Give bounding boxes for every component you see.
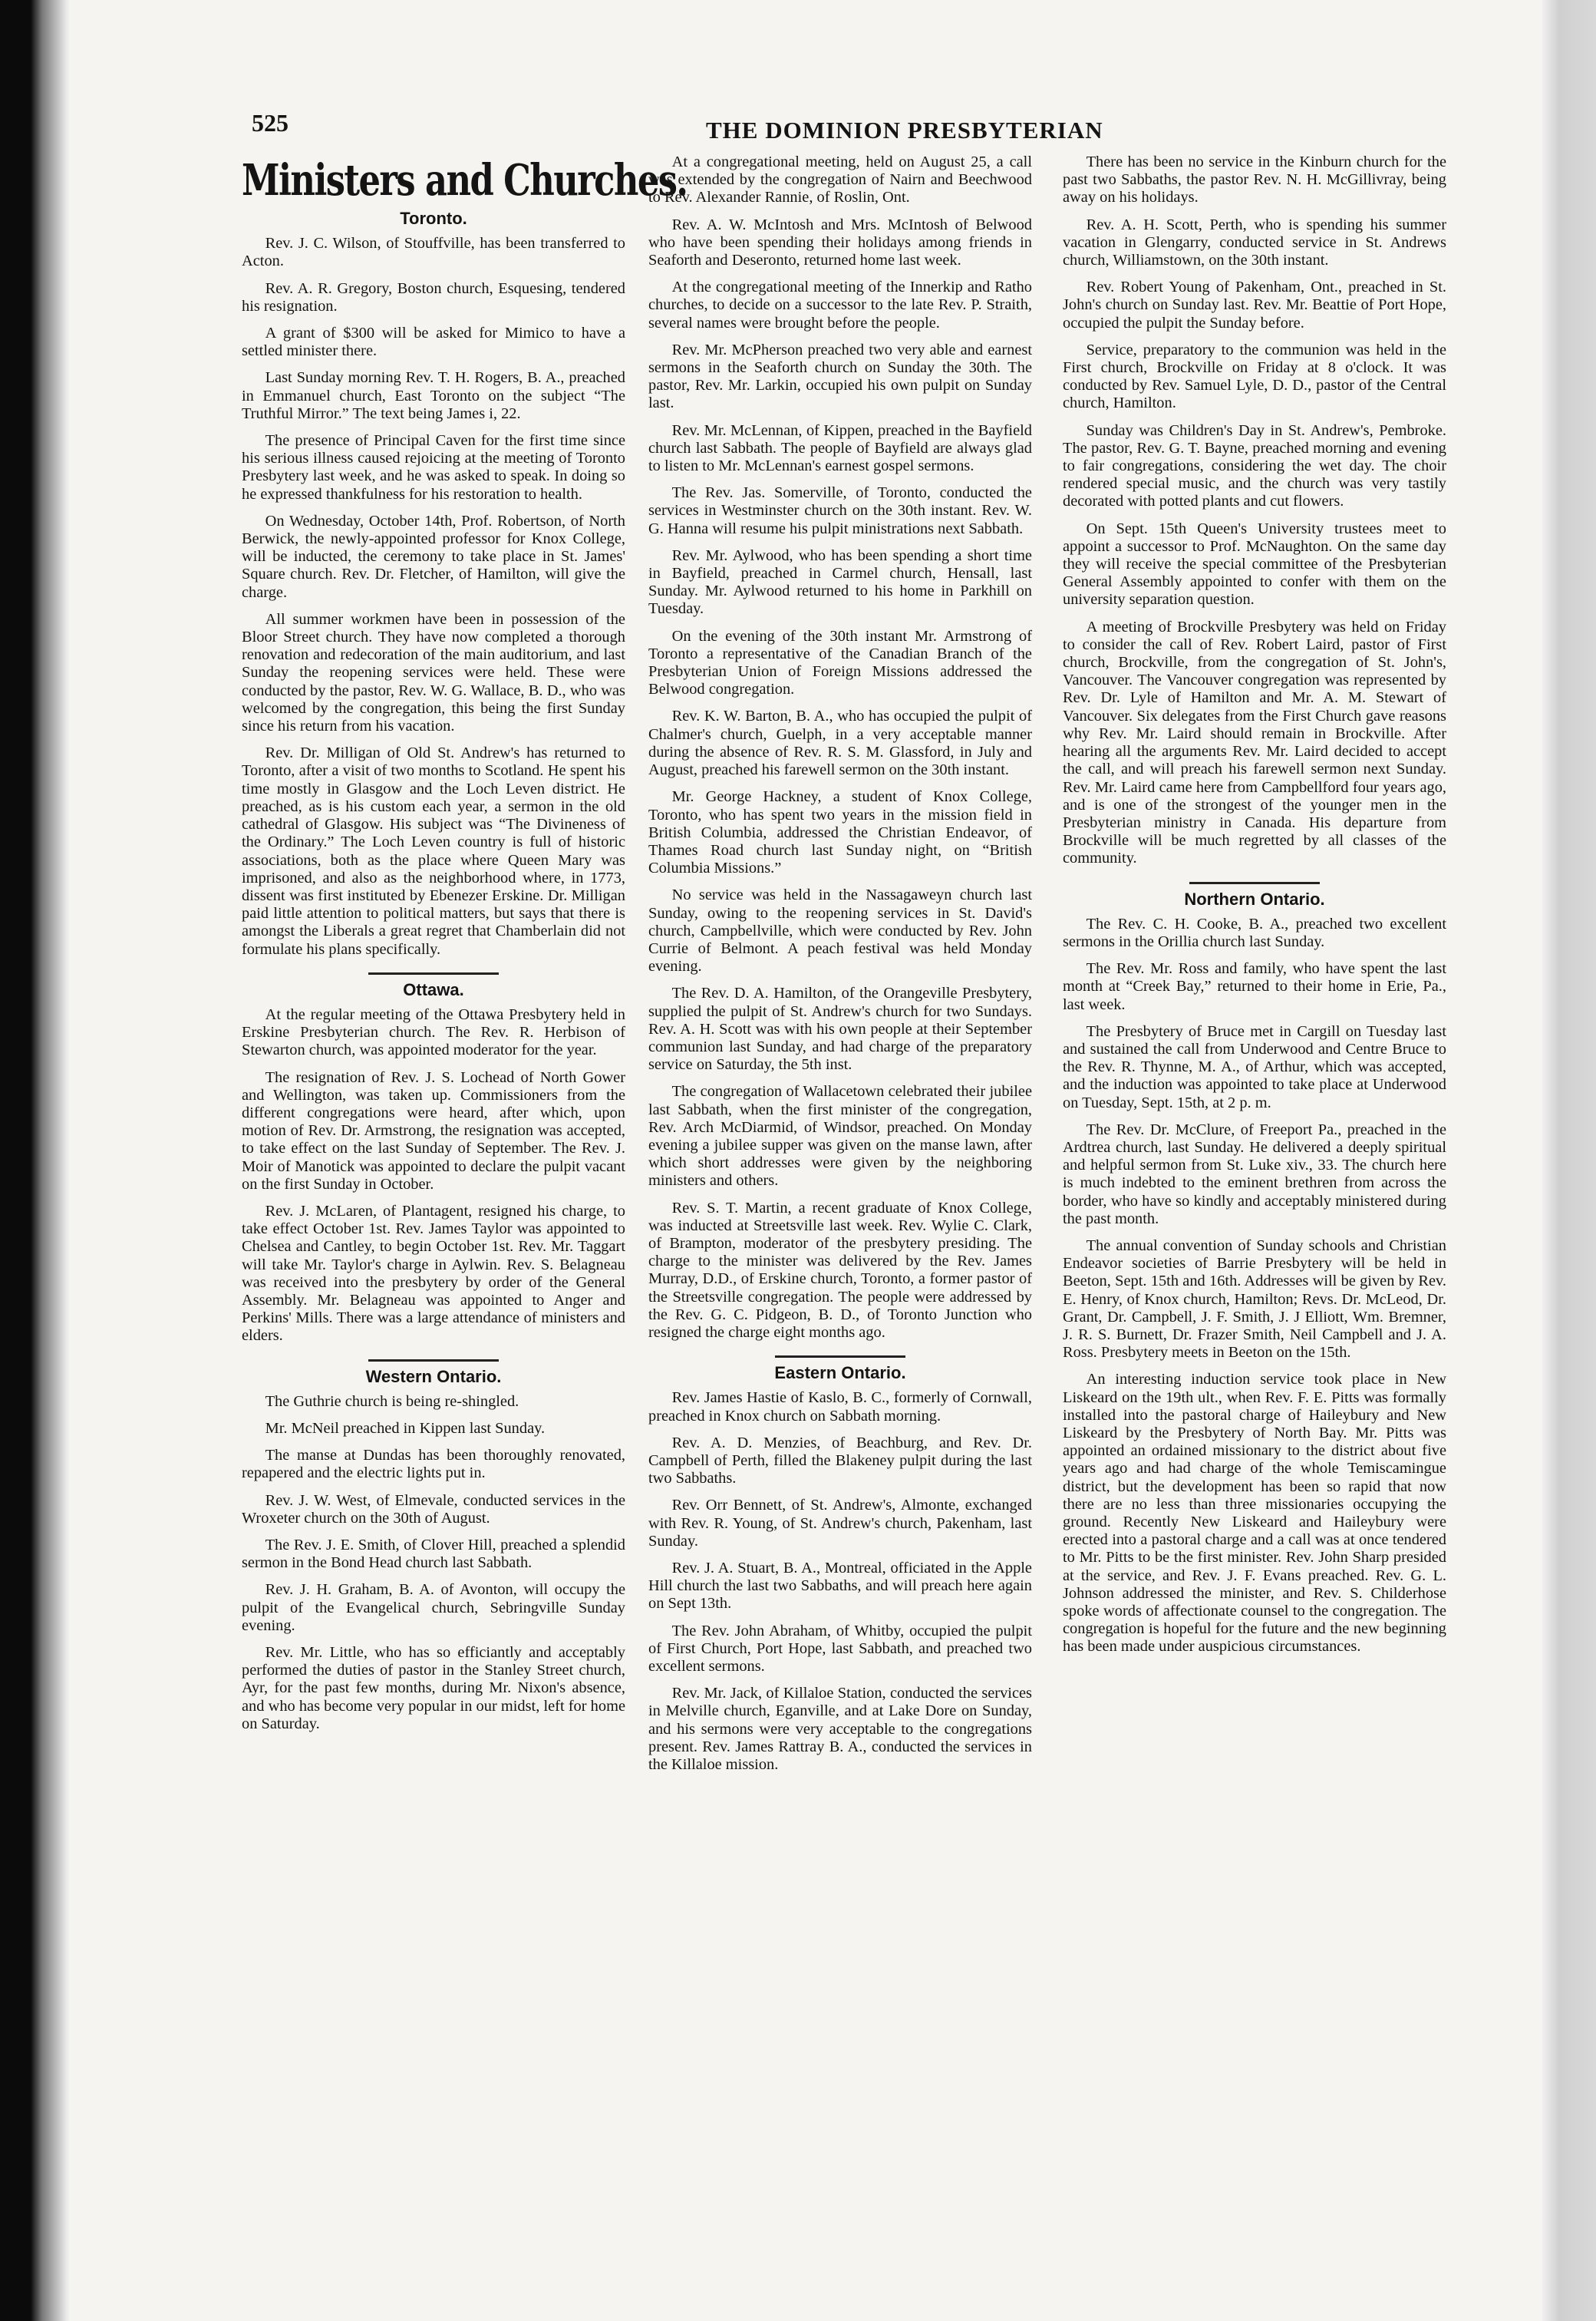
news-item: Last Sunday morning Rev. T. H. Rogers, B. A., preached in Emmanuel church, East Toronto on the subject “The Truthful Mirror.” The text being James i, 22.	[242, 369, 625, 422]
news-item: Rev. Orr Bennett, of St. Andrew's, Almonte, exchanged with Rev. R. Young, of St. Andrew's church, Pakenham, last Sunday.	[648, 1497, 1032, 1550]
running-head: THE DOMINION PRESBYTERIAN	[706, 117, 1103, 144]
article-section	[242, 1359, 625, 1733]
news-item: An interesting induction service took place in New Liskeard on the 19th ult., when Rev. F. E. Pitts was formally installed into the pastoral charge of Haileybury and New Liskeard by the Presbytery of North Bay. Mr. Pitts was appointed an ordained missionary to the district about five years ago and had charge of the whole Temiscamingue district, but the development has been so rapid that now there are no less than three missionaries occupying the ground. Recently New Liskeard and Haileybury were erected into a pastoral charge and a call was at once tendered to Mr. Pitts to be the first minister. Rev. John Sharp presided at the service, and Rev. J. F. Evans preached. Rev. G. L. Johnson addressed the minister, and Rev. S. Childerhose spoke words of affectionate counsel to the congregation. The congregation is hopeful for the future and the new beginning has been made under auspicious circumstances.	[1063, 1371, 1446, 1656]
news-item: Rev. James Hastie of Kaslo, B. C., formerly of Cornwall, preached in Knox church on Sabbath morning.	[648, 1389, 1032, 1425]
news-item: Rev. A. R. Gregory, Boston church, Esquesing, tendered his resignation.	[242, 279, 625, 315]
column-1	[242, 155, 688, 2291]
news-item: There has been no service in the Kinburn church for the past two Sabbaths, the pastor Rev. N. H. McGillivray, being away on his holidays.	[1063, 154, 1446, 206]
news-item: On Sept. 15th Queen's University trustees meet to appoint a successor to Prof. McNaughton. On the same day they will receive the special committee of the Presbyterian General Assembly appointed to confer with them on the university separation question.	[1063, 520, 1446, 609]
section-heading: Ottawa.	[403, 979, 464, 999]
news-item: Rev. Mr. McLennan, of Kippen, preached in the Bayfield church last Sabbath. The people of Bayfield are always glad to listen to Mr. McLennan's earnest gospel sermons.	[648, 421, 1032, 475]
news-item: Rev. Dr. Milligan of Old St. Andrew's has returned to Toronto, after a visit of two months to Scotland. He spent his time mostly in Glasgow and the Loch Leven district. He preached, as is his custom each year, a sermon in the old cathedral of Glasgow. His subject was “The Divineness of the Ordinary.” The Loch Leven country is full of historic associations, both as the place where Queen Mary was imprisoned, and also as the neighborhood where, in 1773, dissent was first instituted by Ebenezer Erskine. Dr. Milligan paid little attention to political matters, but says that there is amongst the Liberals a great regret that Chamberlain did not formulate his plans specifically.	[242, 745, 625, 958]
section-divider	[1189, 882, 1320, 884]
news-item: Rev. J. A. Stuart, B. A., Montreal, officiated in the Apple Hill church the last two Sabbaths, and will preach here again on Sept 13th.	[648, 1560, 1032, 1613]
news-item: Rev. Mr. Jack, of Killaloe Station, conducted the services in Melville church, Eganville, and at Lake Dore on Sunday, and his sermons were very acceptable to the congregations present. Rev. James Rattray B. A., conducted the services in the Killaloe mission.	[648, 1685, 1032, 1774]
masthead-title: Ministers and Churches.	[242, 155, 688, 206]
article-section	[242, 972, 625, 1345]
news-item: Rev. J. W. West, of Elmevale, conducted services in the Wroxeter church on the 30th of August.	[242, 1491, 625, 1527]
news-item: Rev. A. W. McIntosh and Mrs. McIntosh of Belwood who have been spending their holidays among friends in Seaforth and Deseronto, returned home last week.	[648, 216, 1032, 269]
column-2	[648, 154, 1032, 2287]
section-heading: Northern Ontario.	[1184, 889, 1325, 909]
news-item: The resignation of Rev. J. S. Lochead of North Gower and Wellington, was taken up. Commissioners from the different congregations were heard, after which, upon motion of Rev. Dr. Armstrong, the resignation was accepted, to take effect on the last Sunday of September. The Rev. J. Moir of Manotick was appointed to declare the pulpit vacant on the first Sunday in October.	[242, 1068, 625, 1193]
news-item: At the congregational meeting of the Innerkip and Ratho churches, to decide on a successor to the late Rev. P. Straith, several names were brought before the people.	[648, 279, 1032, 332]
news-item: Rev. Mr. McPherson preached two very able and earnest sermons in the Seaforth church on Sunday the 30th. The pastor, Rev. Mr. Larkin, occupied his own pulpit on Sunday last.	[648, 341, 1032, 412]
news-item: The manse at Dundas has been thoroughly renovated, repapered and the electric lights put in.	[242, 1447, 625, 1482]
news-item: A grant of $300 will be asked for Mimico to have a settled minister there.	[242, 325, 625, 360]
news-item: No service was held in the Nassagaweyn church last Sunday, owing to the reopening services in St. David's church, Campbellville, which were conducted by Rev. John Currie of Belmont. A peach festival was held Monday evening.	[648, 886, 1032, 976]
article-section	[242, 210, 625, 959]
news-item: The Guthrie church is being re-shingled.	[265, 1392, 519, 1410]
news-item: Sunday was Children's Day in St. Andrew's, Pembroke. The pastor, Rev. G. T. Bayne, preached morning and evening to fair congregations, considering the wet day. The choir rendered special music, and the church was very tastily decorated with potted plants and cut flowers.	[1063, 421, 1446, 510]
scan-right-edge	[1542, 0, 1596, 2321]
section-heading: Western Ontario.	[365, 1366, 502, 1386]
news-item: All summer workmen have been in possession of the Bloor Street church. They have now completed a thorough renovation and redecoration of the main auditorium, and last Sunday the reopening services were held. These were conducted by the pastor, Rev. W. G. Wallace, B. D., who was welcomed by the congregation, this being the first Sunday since his return from his vacation.	[242, 610, 625, 735]
section-heading: Toronto.	[400, 209, 467, 228]
news-item: Rev. K. W. Barton, B. A., who has occupied the pulpit of Chalmer's church, Guelph, in a very acceptable manner during the absence of Rev. R. S. M. Glassford, in July and August, preached his farewell sermon on the 30th instant.	[648, 708, 1032, 779]
news-item: Rev. J. H. Graham, B. A. of Avonton, will occupy the pulpit of the Evangelical church, Sebringville Sunday evening.	[242, 1581, 625, 1634]
news-item: On Wednesday, October 14th, Prof. Robertson, of North Berwick, the newly-appointed professor for Knox College, will be inducted, the ceremony to take place in St. James' Square church. Rev. Dr. Fletcher, of Hamilton, will give the charge.	[242, 512, 625, 601]
news-item: Rev. S. T. Martin, a recent graduate of Knox College, was inducted at Streetsville last week. Rev. Wylie C. Clark, of Brampton, moderator of the presbytery presiding. The charge to the minister was delivered by the Rev. James Murray, D.D., of Erskine church, Toronto, a former pastor of the Streetsville congregation. The people were addressed by the Rev. G. C. Pidgeon, B. D., of Toronto Junction who resigned the charge eight months ago.	[648, 1199, 1032, 1341]
news-item: At the regular meeting of the Ottawa Presbytery held in Erskine Presbyterian church. The Rev. R. Herbison of Stewarton church, was appointed moderator for the year.	[242, 1005, 625, 1059]
news-item: At a congregational meeting, held on August 25, a call was extended by the congregation of Nairn and Beechwood to Rev. Alexander Rannie, of Roslin, Ont.	[648, 154, 1032, 206]
news-item: Rev. Robert Young of Pakenham, Ont., preached in St. John's church on Sunday last. Rev. Mr. Beattie of Port Hope, occupied the pulpit the Sunday before.	[1063, 279, 1446, 332]
news-item: The congregation of Wallacetown celebrated their jubilee last Sabbath, when the first minister of the congregation, Rev. Arch McDiarmid, of Windsor, preached. On Monday evening a jubilee supper was given on the manse lawn, after which short addresses were given by the neighboring ministers and others.	[648, 1083, 1032, 1190]
news-item: The Rev. John Abraham, of Whitby, occupied the pulpit of First Church, Port Hope, last Sabbath, and preached two excellent sermons.	[648, 1622, 1032, 1676]
news-item: The presence of Principal Caven for the first time since his serious illness caused rejoicing at the meeting of Toronto Presbytery last week, and he was asked to speak. In doing so he expressed thankfulness for his restoration to health.	[242, 432, 625, 503]
news-item: Rev. A. H. Scott, Perth, who is spending his summer vacation in Glengarry, conducted service in St. Andrews church, Williamstown, on the 30th instant.	[1063, 216, 1446, 269]
scan-left-edge	[0, 0, 69, 2321]
article-section	[1063, 882, 1446, 1656]
news-item: The Rev. J. E. Smith, of Clover Hill, preached a splendid sermon in the Bond Head church last Sabbath.	[242, 1537, 625, 1572]
news-item: Rev. Mr. Aylwood, who has been spending a short time in Bayfield, preached in Carmel church, Hensall, last Sunday. Mr. Aylwood returned to his home in Parkhill on Tuesday.	[648, 546, 1032, 618]
news-item: Rev. Mr. Little, who has so efficiantly and acceptably performed the duties of pastor in the Stanley Street church, Ayr, for the past few months, during Mr. Nixon's absence, and who has become very popular in our midst, left for home on Saturday.	[242, 1644, 625, 1732]
page-number: 525	[252, 109, 289, 137]
news-item: The Rev. D. A. Hamilton, of the Orangeville Presbytery, supplied the pulpit of St. Andrew's church for two Sundays. Rev. A. H. Scott was with his own people at their September communion last Sunday, and had charge of the preparatory service on Saturday, the 5th inst.	[648, 985, 1032, 1074]
article-section	[648, 154, 1032, 1342]
section-divider	[775, 1355, 905, 1358]
article-section	[1063, 154, 1446, 868]
news-item: The annual convention of Sunday schools and Christian Endeavor societies of Barrie Presbytery will be held in Beeton, Sept. 15th and 16th. Addresses will be given by Rev. E. Henry, of Knox church, Hamilton; Revs. Dr. McLeod, Dr. Grant, Dr. Campbell, J. F. Smith, J. J Elliott, Wm. Bremner, J. R. S. Burnett, Dr. Frazer Smith, Neil Campbell and J. A. Ross. Presbytery meets in Beeton on the 15th.	[1063, 1236, 1446, 1362]
news-item: A meeting of Brockville Presbytery was held on Friday to consider the call of Rev. Robert Laird, pastor of First church, Brockville, from the congregation of St. John's, Vancouver. The Vancouver congregation was represented by Rev. Dr. Lyle of Hamilton and Mr. A. M. Stewart of Vancouver. Six delegates from the First Church gave reasons why Rev. Mr. Laird should remain in Brockville. After hearing all the arguments Rev. Mr. Laird decided to accept the call, and will preach his farewell sermon next Sunday. Rev. Mr. Laird came here from Campbellford four years ago, and is one of the strongest of the younger men in the Presbyterian ministry in Canada. His departure from Brockville will be much regretted by all classes of the community.	[1063, 618, 1446, 867]
news-item: Mr. McNeil preached in Kippen last Sunday.	[265, 1419, 546, 1437]
news-item: The Rev. C. H. Cooke, B. A., preached two excellent sermons in the Orillia church last Sunday.	[1063, 915, 1446, 950]
news-item: The Rev. Mr. Ross and family, who have spent the last month at “Creek Bay,” returned to their home in Erie, Pa., last week.	[1063, 960, 1446, 1013]
section-divider	[368, 972, 499, 975]
article-section	[648, 1355, 1032, 1774]
news-item: Mr. George Hackney, a student of Knox College, Toronto, who has spent two years in the mission field in British Columbia, addressed the Christian Endeavor, of Thames Road church last Sunday night, on “British Columbia Missions.”	[648, 788, 1032, 877]
news-item: Service, preparatory to the communion was held in the First church, Brockville on Friday at 8 o'clock. It was conducted by Rev. Samuel Lyle, D. D., pastor of the Central church, Hamilton.	[1063, 341, 1446, 412]
news-item: The Rev. Jas. Somerville, of Toronto, conducted the services in Westminster church on the 30th instant. Rev. W. G. Hanna will resume his pulpit ministrations next Sabbath.	[648, 484, 1032, 537]
section-divider	[368, 1359, 499, 1362]
news-item: Rev. A. D. Menzies, of Beachburg, and Rev. Dr. Campbell of Perth, filled the Blakeney pulpit during the last two Sabbaths.	[648, 1434, 1032, 1487]
column-3	[1063, 154, 1446, 2287]
section-heading: Eastern Ontario.	[774, 1363, 906, 1383]
news-item: On the evening of the 30th instant Mr. Armstrong of Toronto a representative of the Canadian Branch of the Presbyterian Union of Foreign Missions addressed the Belwood congregation.	[648, 627, 1032, 698]
news-item: Rev. J. McLaren, of Plantagent, resigned his charge, to take effect October 1st. Rev. James Taylor was appointed to Chelsea and Cantley, to begin October 1st. Rev. Mr. Taggart will take Mr. Taylor's charge in Aylwin. Rev. S. Belagneau was received into the presbytery by order of the General Assembly. Mr. Belagneau was appointed to Anger and Perkins' Mills. There was a large attendance of ministers and elders.	[242, 1202, 625, 1345]
news-item: The Presbytery of Bruce met in Cargill on Tuesday last and sustained the call from Underwood and Centre Bruce to the Rev. R. Thynne, M. A., of Arthur, which was accepted, and the induction was appointed to take place at Underwood on Tuesday, Sept. 15th, at 2 p. m.	[1063, 1022, 1446, 1111]
news-item: Rev. J. C. Wilson, of Stouffville, has been transferred to Acton.	[242, 235, 625, 270]
news-item: The Rev. Dr. McClure, of Freeport Pa., preached in the Ardtrea church, last Sunday. He delivered a deeply spiritual and helpful sermon from St. Luke xiv., 33. The church here is much indebted to the eminent brethren from across the border, who have so kindly and acceptably ministered during the past month.	[1063, 1121, 1446, 1227]
